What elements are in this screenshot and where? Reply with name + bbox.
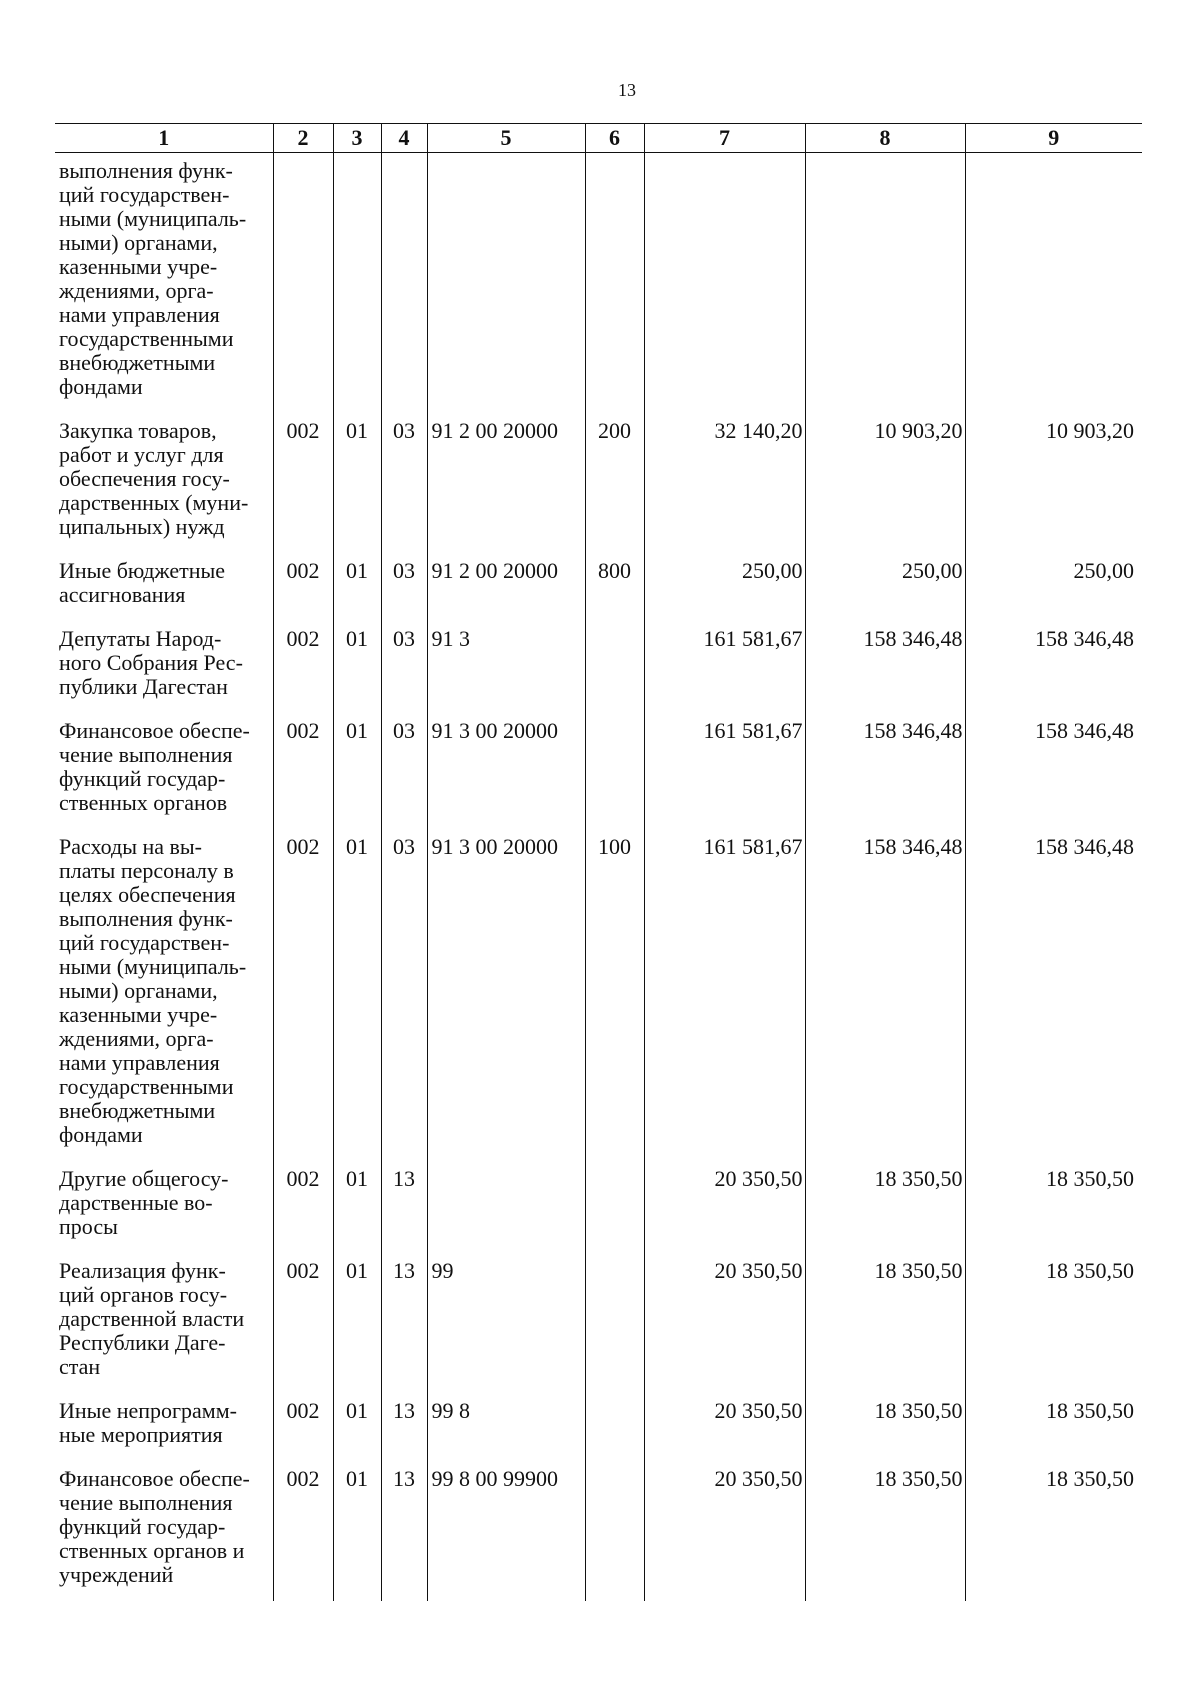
- cell-c5: 91 3 00 20000: [427, 829, 585, 1161]
- row-name-line: ными (муниципаль-: [59, 206, 247, 231]
- cell-c7: 161 581,67: [644, 621, 805, 713]
- row-name-line: ций государствен-: [59, 930, 230, 955]
- cell-c2: 002: [273, 1253, 333, 1393]
- cell-c8: 158 346,48: [805, 713, 965, 829]
- cell-c6: [585, 153, 644, 414]
- cell-c5: 91 2 00 20000: [427, 413, 585, 553]
- cell-c7: 20 350,50: [644, 1253, 805, 1393]
- cell-c8: 18 350,50: [805, 1253, 965, 1393]
- cell-c9: 10 903,20: [965, 413, 1142, 553]
- cell-c5: 99: [427, 1253, 585, 1393]
- column-header: 4: [381, 124, 427, 153]
- cell-c7: 161 581,67: [644, 829, 805, 1161]
- cell-c4: 03: [381, 553, 427, 621]
- row-name-line: Финансовое обеспе-: [59, 718, 250, 743]
- cell-c3: [333, 153, 381, 414]
- column-header: 6: [585, 124, 644, 153]
- row-name-line: казенными учре-: [59, 1002, 218, 1027]
- cell-c2: 002: [273, 1161, 333, 1253]
- cell-c8: 10 903,20: [805, 413, 965, 553]
- cell-c2: 002: [273, 1461, 333, 1601]
- table-header-row: [55, 124, 1142, 153]
- row-name-line: ными) органами,: [59, 978, 218, 1003]
- row-name-line: ственных органов и: [59, 1538, 245, 1563]
- cell-c4: 03: [381, 621, 427, 713]
- row-name-cell: [55, 621, 273, 713]
- row-name-cell: [55, 1461, 273, 1601]
- cell-c5: 99 8: [427, 1393, 585, 1461]
- row-name-line: ными) органами,: [59, 230, 218, 255]
- row-name-line: внебюджетными: [59, 1098, 216, 1123]
- cell-c3: 01: [333, 1161, 381, 1253]
- column-header: 1: [55, 124, 273, 153]
- cell-c2: 002: [273, 413, 333, 553]
- cell-c4: 03: [381, 829, 427, 1161]
- row-name-cell: [55, 553, 273, 621]
- row-name-line: работ и услуг для: [59, 442, 224, 467]
- table-row: [55, 1161, 1142, 1253]
- cell-c9: 18 350,50: [965, 1393, 1142, 1461]
- cell-c6: 200: [585, 413, 644, 553]
- cell-c9: 18 350,50: [965, 1253, 1142, 1393]
- row-name-line: ций государствен-: [59, 182, 230, 207]
- cell-c9: [965, 153, 1142, 414]
- cell-c2: 002: [273, 621, 333, 713]
- cell-c7: 20 350,50: [644, 1161, 805, 1253]
- cell-c6: [585, 1253, 644, 1393]
- cell-c2: 002: [273, 553, 333, 621]
- table-row: [55, 621, 1142, 713]
- cell-c5: 99 8 00 99900: [427, 1461, 585, 1601]
- row-name-line: ными (муниципаль-: [59, 954, 247, 979]
- column-header: 8: [805, 124, 965, 153]
- row-name-line: нами управления: [59, 302, 220, 327]
- cell-c4: 13: [381, 1161, 427, 1253]
- row-name-line: Другие общегосу-: [59, 1166, 229, 1191]
- row-name-line: ций органов госу-: [59, 1282, 228, 1307]
- cell-c5: 91 3: [427, 621, 585, 713]
- cell-c3: 01: [333, 621, 381, 713]
- cell-c2: 002: [273, 829, 333, 1161]
- cell-c9: 250,00: [965, 553, 1142, 621]
- row-name-line: Финансовое обеспе-: [59, 1466, 250, 1491]
- row-name-line: Закупка товаров,: [59, 418, 217, 443]
- table-body: [55, 153, 1142, 1602]
- cell-c5: [427, 153, 585, 414]
- row-name-line: государственными: [59, 1074, 234, 1099]
- row-name-line: казенными учре-: [59, 254, 218, 279]
- column-header: 2: [273, 124, 333, 153]
- cell-c3: 01: [333, 413, 381, 553]
- row-name-line: функций государ-: [59, 1514, 226, 1539]
- row-name-line: Иные бюджетные: [59, 558, 226, 583]
- cell-c2: [273, 153, 333, 414]
- cell-c8: 18 350,50: [805, 1161, 965, 1253]
- cell-c7: 20 350,50: [644, 1461, 805, 1601]
- cell-c3: 01: [333, 1253, 381, 1393]
- cell-c6: [585, 1461, 644, 1601]
- cell-c8: 158 346,48: [805, 621, 965, 713]
- row-name-line: Реализация функ-: [59, 1258, 226, 1283]
- cell-c4: 03: [381, 413, 427, 553]
- cell-c9: 158 346,48: [965, 713, 1142, 829]
- cell-c7: 20 350,50: [644, 1393, 805, 1461]
- row-name-line: платы персоналу в: [59, 858, 234, 883]
- cell-c3: 01: [333, 713, 381, 829]
- cell-c4: 13: [381, 1393, 427, 1461]
- budget-table: [55, 123, 1142, 1601]
- table-row: [55, 153, 1142, 414]
- row-name-line: выполнения функ-: [59, 906, 233, 931]
- cell-c9: 158 346,48: [965, 829, 1142, 1161]
- row-name-line: выполнения функ-: [59, 158, 233, 183]
- row-name-line: ного Собрания Рес-: [59, 650, 243, 675]
- row-name-line: ные мероприятия: [59, 1422, 223, 1447]
- cell-c7: [644, 153, 805, 414]
- row-name-line: государственными: [59, 326, 234, 351]
- row-name-line: публики Дагестан: [59, 674, 228, 699]
- row-name-line: функций государ-: [59, 766, 226, 791]
- column-header: 7: [644, 124, 805, 153]
- cell-c5: 91 2 00 20000: [427, 553, 585, 621]
- row-name-cell: [55, 1253, 273, 1393]
- cell-c3: 01: [333, 829, 381, 1161]
- row-name-line: внебюджетными: [59, 350, 216, 375]
- row-name-line: Депутаты Народ-: [59, 626, 222, 651]
- cell-c6: 100: [585, 829, 644, 1161]
- cell-c8: [805, 153, 965, 414]
- row-name-line: стан: [59, 1354, 101, 1379]
- row-name-line: ственных органов: [59, 790, 228, 815]
- cell-c9: 18 350,50: [965, 1161, 1142, 1253]
- row-name-line: ассигнования: [59, 582, 186, 607]
- cell-c4: 13: [381, 1461, 427, 1601]
- cell-c3: 01: [333, 1461, 381, 1601]
- table-row: [55, 1393, 1142, 1461]
- cell-c7: 250,00: [644, 553, 805, 621]
- row-name-line: Иные непрограмм-: [59, 1398, 237, 1423]
- page-number: 13: [618, 80, 636, 100]
- row-name-line: нами управления: [59, 1050, 220, 1075]
- cell-c2: 002: [273, 1393, 333, 1461]
- cell-c8: 18 350,50: [805, 1393, 965, 1461]
- row-name-cell: [55, 1393, 273, 1461]
- row-name-line: фондами: [59, 1122, 143, 1147]
- cell-c8: 158 346,48: [805, 829, 965, 1161]
- cell-c6: [585, 1161, 644, 1253]
- cell-c9: 18 350,50: [965, 1461, 1142, 1601]
- table-row: [55, 1253, 1142, 1393]
- cell-c5: 91 3 00 20000: [427, 713, 585, 829]
- column-header: 3: [333, 124, 381, 153]
- row-name-cell: [55, 1161, 273, 1253]
- row-name-line: учреждений: [59, 1562, 174, 1587]
- cell-c4: 13: [381, 1253, 427, 1393]
- row-name-line: ждениями, орга-: [59, 278, 214, 303]
- row-name-line: дарственных (муни-: [59, 490, 249, 515]
- table-row: [55, 713, 1142, 829]
- cell-c3: 01: [333, 1393, 381, 1461]
- table-row: [55, 1461, 1142, 1601]
- cell-c5: [427, 1161, 585, 1253]
- row-name-cell: [55, 413, 273, 553]
- row-name-line: фондами: [59, 374, 143, 399]
- row-name-cell: [55, 713, 273, 829]
- table-row: [55, 413, 1142, 553]
- cell-c8: 18 350,50: [805, 1461, 965, 1601]
- cell-c8: 250,00: [805, 553, 965, 621]
- cell-c6: [585, 1393, 644, 1461]
- cell-c6: [585, 621, 644, 713]
- row-name-line: ципальных) нужд: [59, 514, 225, 539]
- row-name-line: Расходы на вы-: [59, 834, 203, 859]
- cell-c2: 002: [273, 713, 333, 829]
- row-name-cell: [55, 829, 273, 1161]
- cell-c4: 03: [381, 713, 427, 829]
- row-name-line: Республики Даге-: [59, 1330, 226, 1355]
- row-name-cell: [55, 153, 273, 414]
- column-header: 9: [965, 124, 1142, 153]
- cell-c9: 158 346,48: [965, 621, 1142, 713]
- cell-c6: [585, 713, 644, 829]
- column-header: 5: [427, 124, 585, 153]
- row-name-line: дарственной власти: [59, 1306, 245, 1331]
- row-name-line: обеспечения госу-: [59, 466, 230, 491]
- row-name-line: целях обеспечения: [59, 882, 236, 907]
- cell-c6: 800: [585, 553, 644, 621]
- cell-c7: 32 140,20: [644, 413, 805, 553]
- row-name-line: просы: [59, 1214, 118, 1239]
- row-name-line: чение выполнения: [59, 1490, 233, 1515]
- row-name-line: чение выполнения: [59, 742, 233, 767]
- cell-c7: 161 581,67: [644, 713, 805, 829]
- row-name-line: дарственные во-: [59, 1190, 213, 1215]
- cell-c4: [381, 153, 427, 414]
- row-name-line: ждениями, орга-: [59, 1026, 214, 1051]
- table-row: [55, 553, 1142, 621]
- table-row: [55, 829, 1142, 1161]
- cell-c3: 01: [333, 553, 381, 621]
